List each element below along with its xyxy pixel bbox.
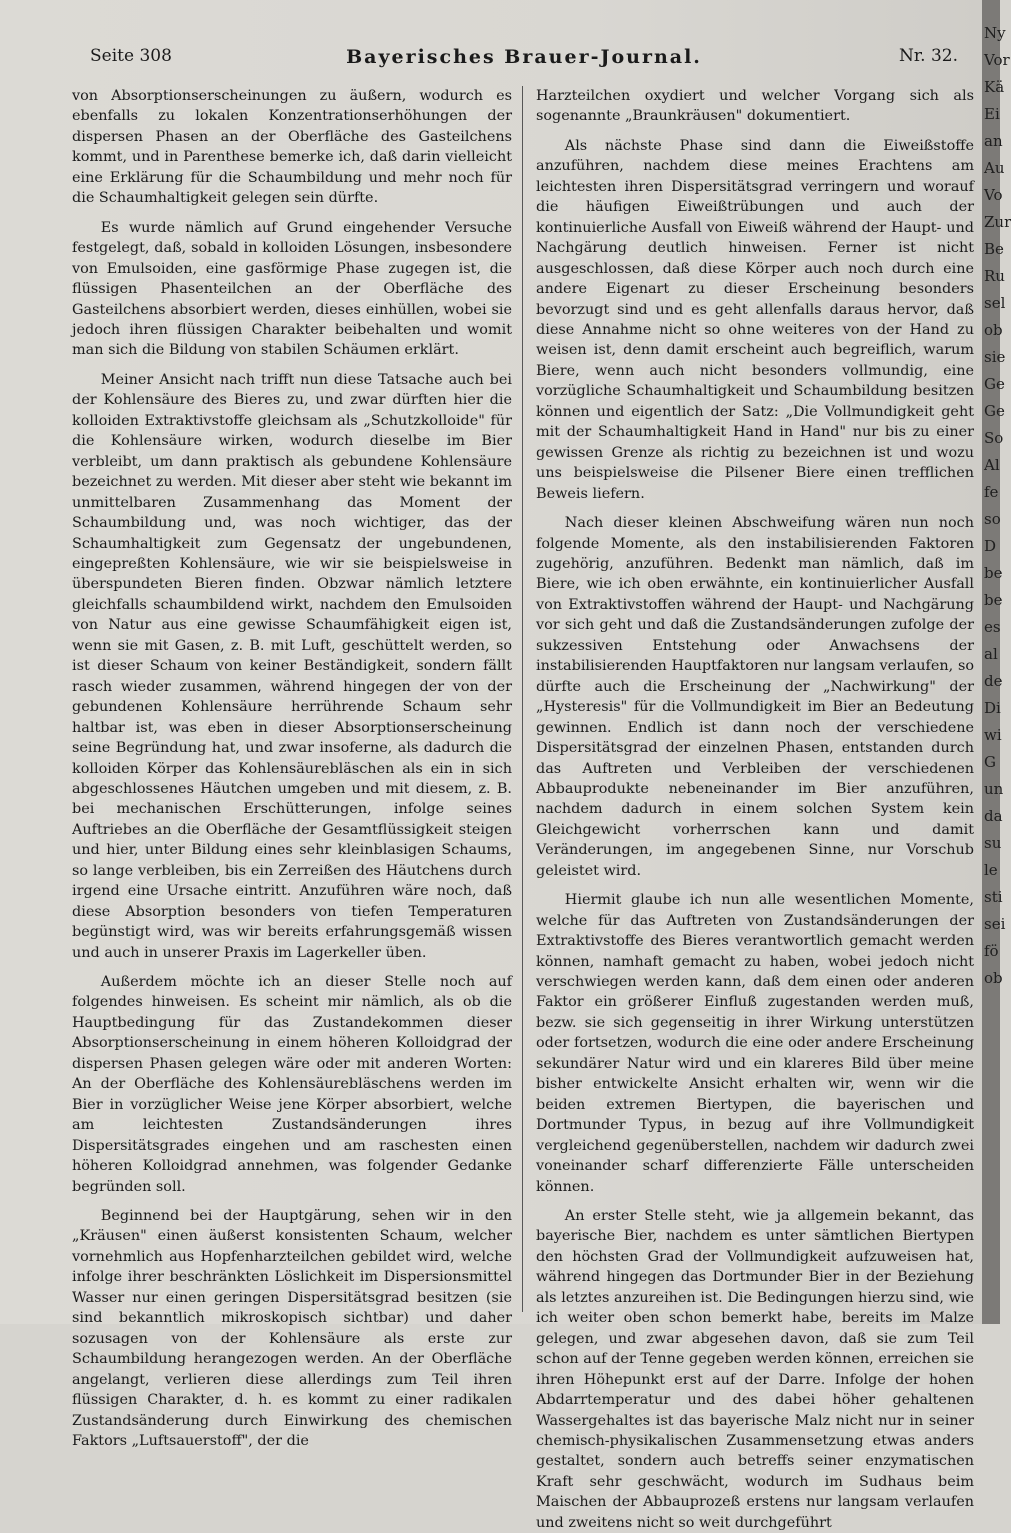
column-divider — [522, 86, 523, 1312]
paragraph: Außerdem möchte ich an dieser Stelle noch auf folgendes hinweisen. Es scheint mir nämlich, als ob die Hauptbedingung für das Zustandekommen dieser Absorptionserscheinung in einem höheren Kolloidgrad der dispersen Phasen gelegen wäre oder mit anderen Worten: An der Oberfläche des Kohlensäurebläschens werden im Bier in vorzüglicher Weise jene Körper absorbiert, welche am leichtesten Zustandsänderungen ihres Dispersitätsgrades eingehen und am raschesten einen höheren Kolloidgrad annehmen, was folgender Gedanke begründen soll. — [72, 974, 512, 1195]
paragraph: Harzteilchen oxydiert und welcher Vorgang sich als sogenannte „Braunkräusen" dokumentiert. — [536, 88, 974, 125]
paragraph: Es wurde nämlich auf Grund eingehender Versuche festgelegt, daß, sobald in kolloiden Lösungen, insbesondere von Emulsoiden, eine gasförmige Phase zugegen ist, die flüssigen Phasenteilchen an der Oberfläche des Gasteilchens absorbiert werden, dieses einhüllen, wobei sie jedoch ihren flüssigen Charakter beibehalten und womit man sich die Bildung von stabilen Schäumen erklärt. — [72, 219, 512, 359]
paragraph: Nach dieser kleinen Abschweifung wären nun noch folgende Momente, als den instabilisierenden Faktoren zugehörig, anzuführen. Bedenkt man nämlich, daß im Biere, wie ich oben erwähnte, ein kontinuierlicher Ausfall von Extraktivstoffen während der Haupt- und Nachgärung vor sich geht und daß die Zustandsänderungen zufolge der sukzessiven Entstehung oder Anwachsens der instabilisierenden Hauptfaktoren nur langsam verlaufen, so dürfte auch die Erscheinung der „Nachwirkung" der „Hysteresis" für die Vollmundigkeit im Bier an Bedeutung gewinnen. Endlich ist dann noch der verschiedene Dispersitätsgrad der einzelnen Phasen, entstanden durch das Auftreten und Verbleiben der verschiedenen Abbauprodukte nebeneinander im Bier anzuführen, nachdem dadurch in einem solchen System kein Gleichgewicht vorherrschen kann und damit Veränderungen, im angegebenen Sinne, nur Vorschub geleistet wird. — [536, 515, 974, 879]
adjacent-page-edge — [982, 0, 1011, 1324]
right-column — [536, 86, 974, 1531]
paragraph: von Absorptionserscheinungen zu äußern, wodurch es ebenfalls zu lokalen Konzentrationserhöhungen der dispersen Phasen an der Oberfläche des Gasteilchens kommt, und in Parenthese bemerke ich, daß darin vielleicht eine Erklärung für die Schaumbildung und mehr noch für die Schaumhaltigkeit gelegen sein dürfte. — [72, 88, 512, 207]
adjacent-page-text-fragments: Ny Vor Kä Ei an Au Vo Zur Be Ru sel ob sie Ge Ge So Al fe so D be be es al de Di wi G un da su le sti sei fö ob — [984, 24, 1011, 987]
page-number: Seite 308 — [90, 46, 172, 66]
left-column — [72, 86, 512, 1449]
running-head — [90, 46, 958, 74]
journal-title: Bayerisches Brauer-Journal. — [346, 46, 702, 68]
paragraph: An erster Stelle steht, wie ja allgemein bekannt, das bayerische Bier, nachdem es unter sämtlichen Biertypen den höchsten Grad der Vollmundigkeit aufzuweisen hat, während hingegen das Dortmunder Bier in der Beziehung als letztes anzureihen ist. Die Bedingungen hierzu sind, wie ich weiter oben schon bemerkt habe, bereits im Malze gelegen, und zwar abgesehen davon, daß sie zum Teil schon auf der Tenne gegeben werden können, erreichen sie ihren Höhepunkt erst auf der Darre. Infolge der hohen Abdarrtemperatur und des dabei höher gehaltenen Wassergehaltes ist das bayerische Malz nicht nur in seiner chemisch-physikalischen Zusammensetzung etwas anders gestaltet, sondern auch betreffs seiner enzymatischen Kraft sehr geschwächt, wodurch im Sudhaus beim Maischen der Abbauprozeß erstens nur langsam verlaufen und zweitens nicht so weit durchgeführt — [536, 1208, 974, 1531]
paragraph: Als nächste Phase sind dann die Eiweißstoffe anzuführen, nachdem diese meines Erachtens am leichtesten ihren Dispersitätsgrad verringern und worauf die häufigen Eiweißtrübungen und auch der kontinuierliche Ausfall von Eiweiß während der Haupt- und Nachgärung deutlich hinweisen. Ferner ist nicht ausgeschlossen, daß diese Körper auch noch durch eine andere Eigenart zu dieser Erscheinung besonders bevorzugt sind und es geht allenfalls daraus hervor, daß diese Annahme nicht so ohne weiteres von der Hand zu weisen ist, denn damit erscheint auch begreiflich, warum Biere, wenn auch nicht besonders vollmundig, eine vorzügliche Schaumhaltigkeit und Schaumbildung besitzen können und eigentlich der Satz: „Die Vollmundigkeit geht mit der Schaumhaltigkeit Hand in Hand" nur bis zu einer gewissen Grenze als richtig zu bezeichnen ist und wozu uns beispielsweise die Pilsener Biere einen trefflichen Beweis liefern. — [536, 137, 974, 502]
paragraph: Meiner Ansicht nach trifft nun diese Tatsache auch bei der Kohlensäure des Bieres zu, und zwar dürften hier die kolloiden Extraktivstoffe gleichsam als „Schutzkolloide" für die Kohlensäure wirken, wodurch dieselbe im Bier verbleibt, um dann praktisch als gebundene Kohlensäure bezeichnet zu werden. Mit dieser aber steht wie bekannt im unmittelbaren Zusammenhang das Moment der Schaumbildung und, was noch wichtiger, das der Schaumhaltigkeit zum Gegensatz der ungebundenen, eingepreßten Kohlensäure, wie wir sie beispielsweise in überspundeten Bieren finden. Obzwar nämlich letztere gleichfalls schaumbildend wirkt, nachdem den Emulsoiden von Natur aus eine gewisse Schaumfähigkeit eigen ist, wenn sie mit Gasen, z. B. mit Luft, geschüttelt werden, so ist dieser Schaum von keiner Beständigkeit, sondern fällt rasch wieder zusammen, während hingegen der von der gebundenen Kohlensäure herrührende Schaum sehr haltbar ist, was eben in dieser Absorptionserscheinung seine Begründung hat, und zwar insoferne, als dadurch die kolloiden Körper das Kohlensäurebläschen als ein in sich abgeschlossenes Häutchen umgeben und mit diesem, z. B. bei mechanischen Erschütterungen, infolge seines Auftriebes an die Oberfläche der Gesamtflüssigkeit steigen und hier, unter Bildung eines sehr kleinblasigen Schaums, so lange verbleiben, bis ein Zerreißen des Häutchens durch irgend eine Ursache eintritt. Anzuführen wäre noch, daß diese Absorption besonders von tiefen Temperaturen begünstigt wird, was wir bereits erfahrungsgemäß wissen und auch in unserer Praxis im Lagerkeller üben. — [72, 371, 512, 961]
paragraph: Beginnend bei der Hauptgärung, sehen wir in den „Kräusen" einen äußerst konsistenten Schaum, welcher vornehmlich aus Hopfenharzteilchen gebildet wird, welche infolge ihrer beschränkten Löslichkeit im Dispersionsmittel Wasser nur einen geringen Dispersitätsgrad besitzen (sie sind bekanntlich mikroskopisch sichtbar) und daher sozusagen von der Kohlensäure als erste zur Schaumbildung herangezogen werden. An der Oberfläche angelangt, verlieren diese allerdings zum Teil ihren flüssigen Charakter, d. h. es kommt zu einer radikalen Zustandsänderung durch Einwirkung des chemischen Faktors „Luftsauerstoff", der die — [72, 1208, 512, 1449]
issue-number: Nr. 32. — [899, 46, 958, 66]
paragraph: Hiermit glaube ich nun alle wesentlichen Momente, welche für das Auftreten von Zustandsänderungen der Extraktivstoffe des Bieres verantwortlich gemacht werden können, namhaft gemacht zu haben, wobei jedoch nicht verschwiegen werden kann, daß dem einen oder anderen Faktor ein größerer Einfluß zugestanden werden muß, bezw. sie sich gegenseitig in ihrer Wirkung unterstützen oder fortsetzen, wodurch die eine oder andere Erscheinung sekundärer Natur wird und ein klareres Bild über meine bisher entwickelte Ansicht erhalten wir, wenn wir die beiden extremen Biertypen, die bayerischen und Dortmunder Typus, in bezug auf ihre Vollmundigkeit vergleichend gegenüberstellen, nachdem wir dadurch zwei voneinander scharf differenzierte Fälle unterscheiden können. — [536, 892, 974, 1195]
